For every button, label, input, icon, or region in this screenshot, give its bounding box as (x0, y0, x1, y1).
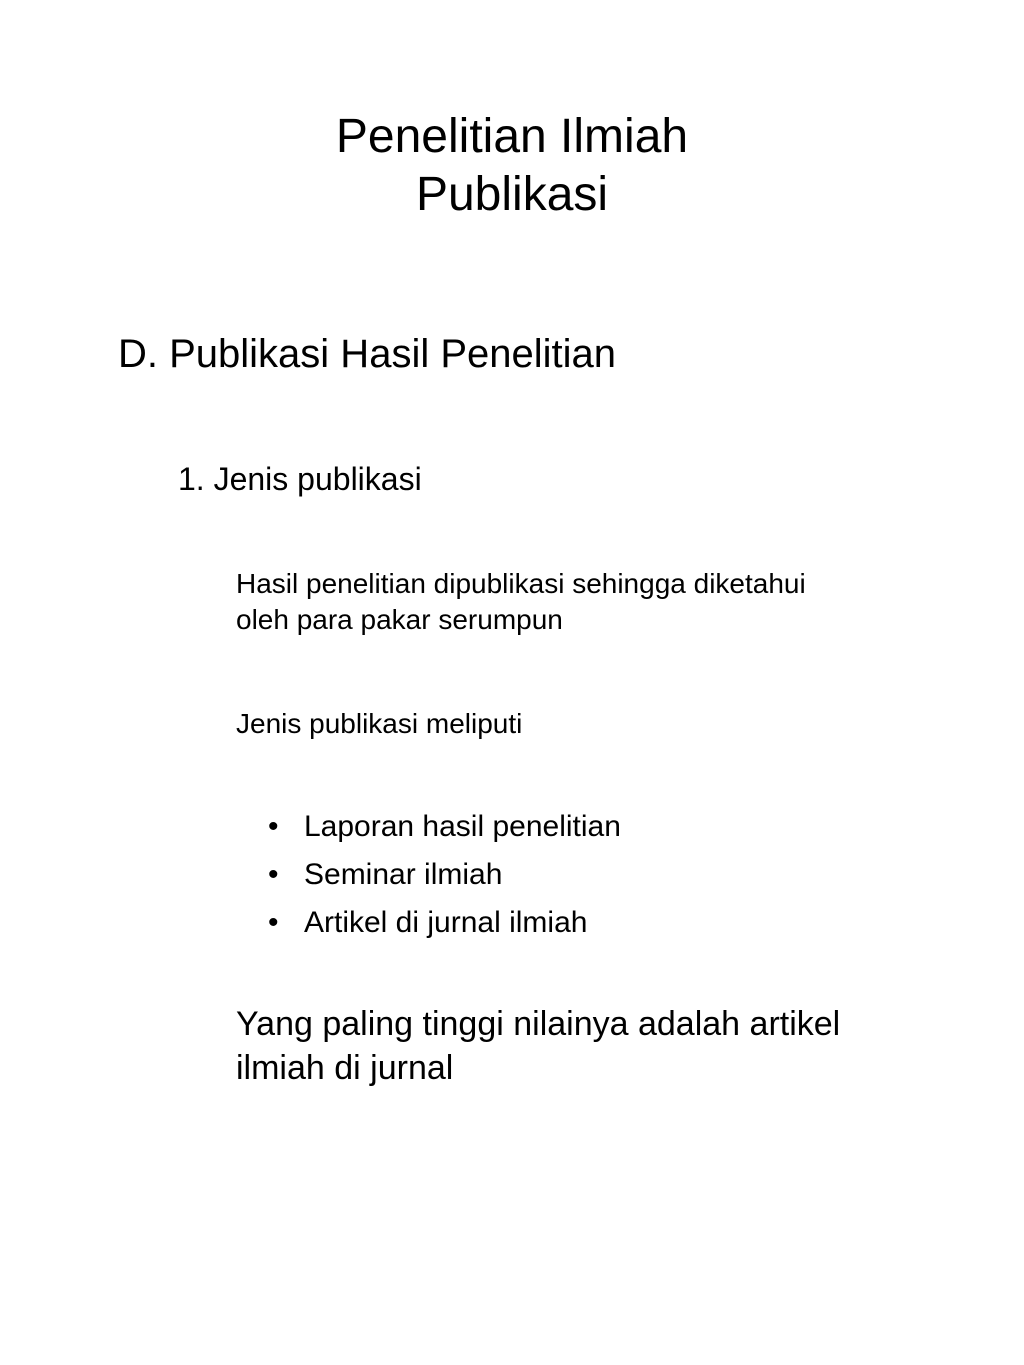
list-item-text: Artikel di jurnal ilmiah (304, 906, 588, 939)
subheading: 1. Jenis publikasi (178, 461, 422, 497)
conclusion-line-1: Yang paling tinggi nilainya adalah artikel (236, 1005, 841, 1043)
conclusion-line-2: ilmiah di jurnal (236, 1049, 454, 1087)
list-item-text: Laporan hasil penelitian (304, 810, 621, 843)
title-line-2: Publikasi (415, 168, 609, 221)
list-item (268, 899, 621, 947)
paragraph-intro (236, 566, 806, 638)
title-line-1: Penelitian Ilmiah (335, 110, 689, 163)
section-heading: D. Publikasi Hasil Penelitian (118, 332, 617, 376)
list-item-text: Seminar ilmiah (304, 858, 503, 891)
paragraph-intro-line-1: Hasil penelitian dipublikasi sehingga diketahui (236, 568, 806, 599)
conclusion (236, 1002, 840, 1090)
bullet-icon: • (268, 858, 279, 891)
bullet-icon: • (268, 810, 279, 843)
bullet-icon: • (268, 906, 279, 939)
publication-type-list (268, 803, 621, 947)
list-item (268, 803, 621, 851)
paragraph-intro-line-2: oleh para pakar serumpun (236, 604, 563, 635)
slide-title (0, 108, 1024, 224)
paragraph-types: Jenis publikasi meliputi (236, 708, 523, 739)
list-item (268, 851, 621, 899)
